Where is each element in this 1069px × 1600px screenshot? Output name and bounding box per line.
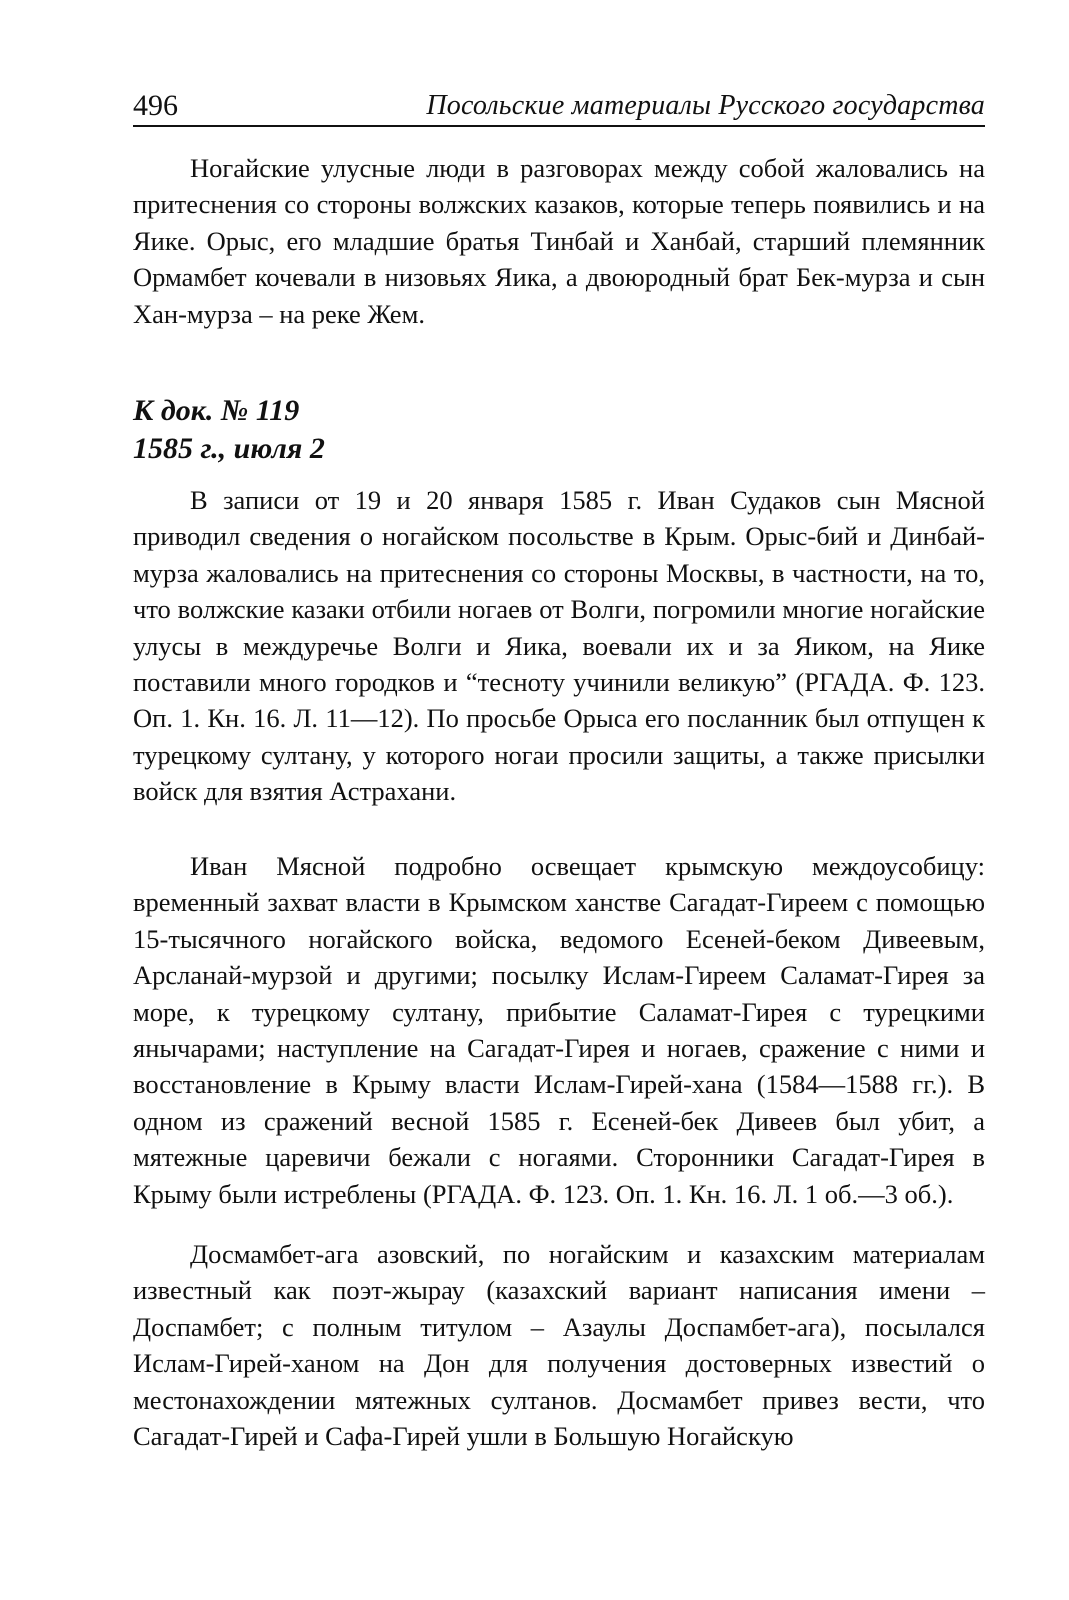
paragraph-crimean-strife: Иван Мясной подробно освещает крымскую междоусобицу: временный захват власти в Крымском ханстве Сагадат-Гиреем с помощью 15-тысячного ногайского войска, ведомого Есеней-беком Дивеевым, Арсланай-мурзой и другими; посылку Ислам-Гиреем Саламат-Гирея за море, к турецкому султану, прибытие Саламат-Гирея с турецкими янычарами; наступление на Сагадат-Гирея и ногаев, сражение с ними и восстановление в Крыму власти Ислам-Гирей-хана (1584—1588 гг.). В одном из сражений весной 1585 г. Есеней-бек Дивеев был убит, а мятежные царевичи бежали с ногаями. Сторонники Сагадат-Гирея в Крыму были истреблены (РГАДА. Ф. 123. Оп. 1. Кн. 16. Л. 1 об.—3 об.).: [133, 851, 985, 1209]
section-heading-document: К док. № 119: [133, 394, 300, 427]
paragraph-nogai-complaints: Ногайские улусные люди в разговорах между собой жаловались на притеснения со стороны волжских казаков, которые теперь появились и на Яике. Орыс, его младшие братья Тинбай и Ханбай, старший племянник Ормамбет кочевали в низовьях Яика, а двоюродный брат Бек-мурза и сын Хан-мурза – на реке Жем.: [133, 153, 985, 329]
header-rule: [133, 125, 985, 127]
page-number: 496: [133, 89, 178, 122]
paragraph-dosmambet: Досмамбет-ага азовский, по ногайским и казахским материалам известный как поэт-жырау (казахский вариант написания имени – Доспамбет; с полным титулом – Азаулы Доспамбет-ага), посылался Ислам-Гирей-ханом на Дон для получения достоверных известий о местонахождении мятежных султанов. Досмамбет привез вести, что Сагадат-Гирей и Сафа-Гирей ушли в Большую Ногайскую: [133, 1239, 985, 1452]
paragraph-january-record: В записи от 19 и 20 января 1585 г. Иван Судаков сын Мясной приводил сведения о ногайском посольстве в Крым. Орыс-бий и Динбай-мурза жаловались на притеснения со стороны Москвы, в частности, на то, что волжские казаки отбили ногаев от Волги, погромили многие ногайские улусы в междуречье Волги и Яика, воевали их и за Яиком, на Яике поставили много городков и “тесноту учинили великую” (РГАДА. Ф. 123. Оп. 1. Кн. 16. Л. 11—12). По просьбе Орыса его посланник был отпущен к турецкому султану, у которого ногаи просили защиты, а также присылки войск для взятия Астрахани.: [133, 485, 985, 807]
running-title: Посольские материалы Русского государства: [426, 90, 985, 121]
section-heading: [133, 392, 985, 468]
section-heading-date: 1585 г., июля 2: [133, 432, 325, 465]
page-header: [133, 86, 985, 126]
